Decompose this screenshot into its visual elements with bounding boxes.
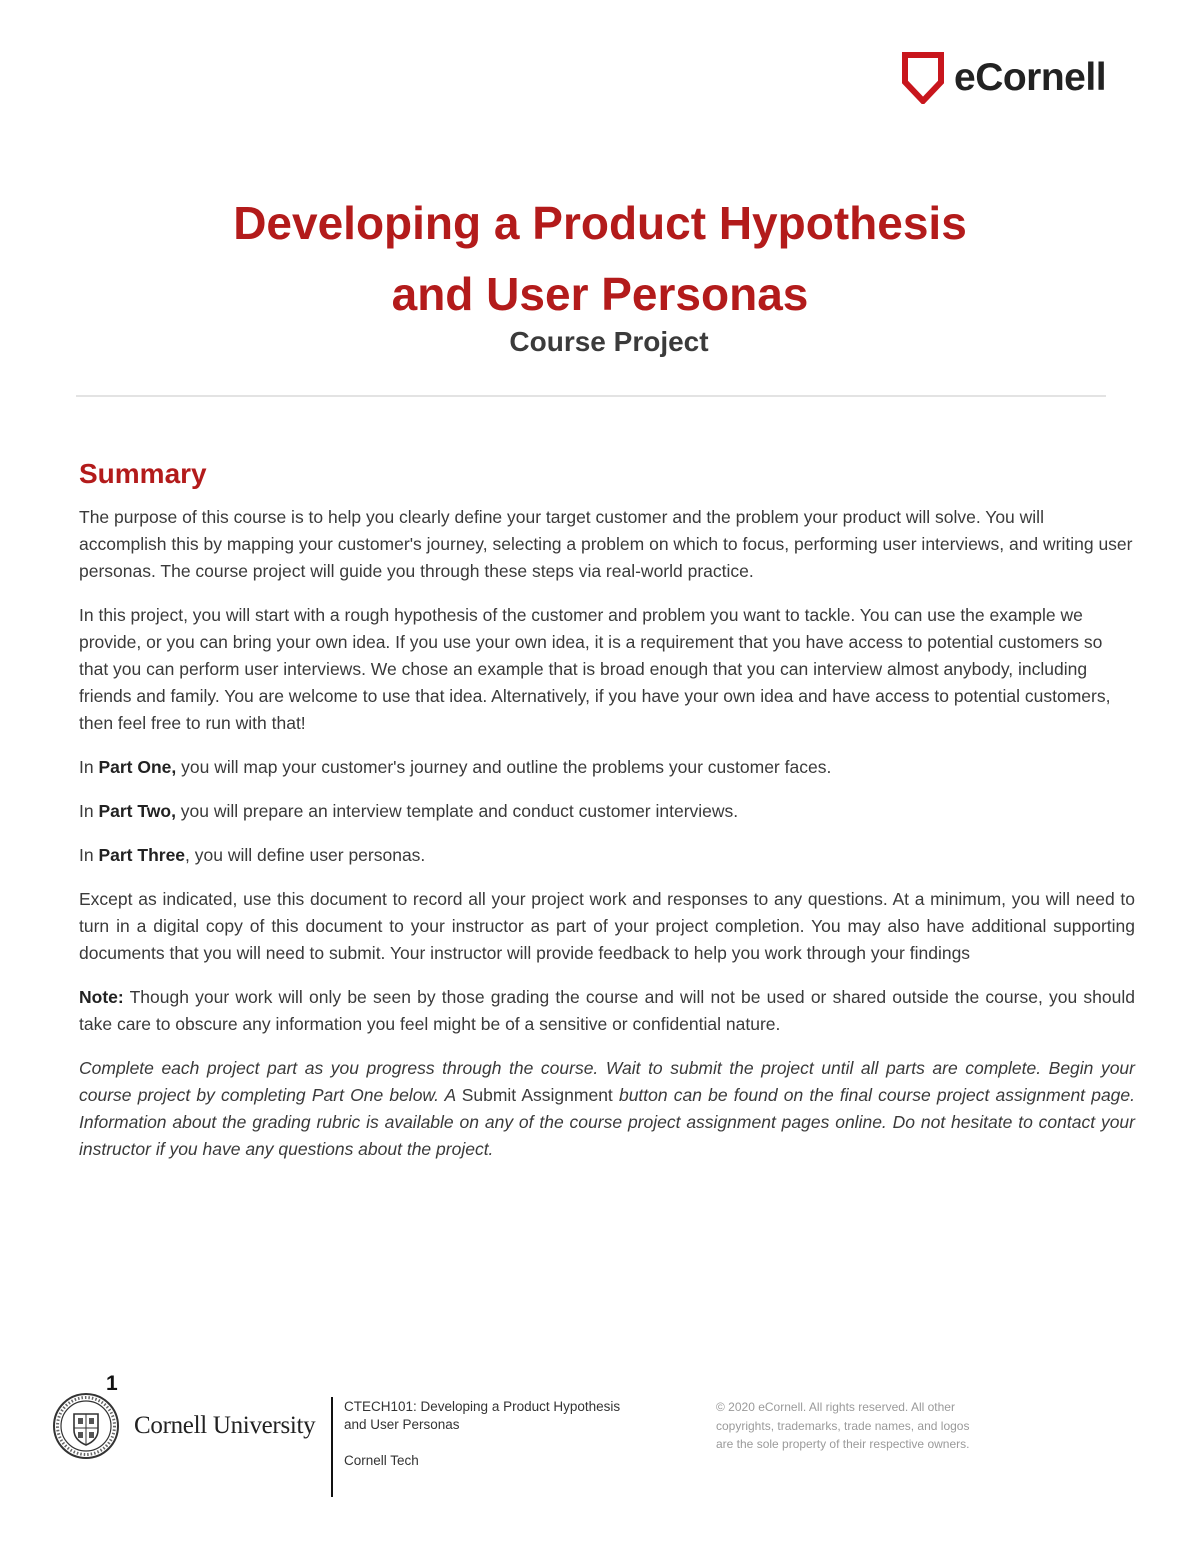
paragraph-note — [79, 984, 1135, 1038]
cornell-university-logo — [52, 1392, 315, 1460]
text: you will map your customer's journey and outline the problems your customer faces. — [176, 757, 832, 777]
title-line-2: and User Personas — [391, 268, 809, 320]
bold-text: Part Three — [98, 845, 186, 865]
copyright-line-1: © 2020 eCornell. All rights reserved. All other — [716, 1400, 955, 1414]
page-subtitle: Course Project — [509, 326, 709, 357]
footer-course-info — [344, 1398, 684, 1470]
university-name: Cornell University — [134, 1412, 316, 1439]
paragraph-part-three — [79, 842, 1135, 869]
text: you will prepare an interview template and conduct customer interviews. — [175, 801, 739, 821]
paragraph-purpose: The purpose of this course is to help you clearly define your target customer and the problem your product will solve. You will accomplish this by mapping your customer's journey, selecting a problem on which to focus, performing user interviews, and writing user personas. The course project will guide you through these steps via real-world practice. — [79, 507, 1133, 581]
page-title — [0, 188, 1200, 330]
paragraph-instructions: Except as indicated, use this document to record all your project work and responses to any questions. At a minimum, you will need to turn in a digital copy of this document to your instructor as part of your project completion. You may also have additional supporting documents that you will need to submit. Your instructor will provide feedback to help you work through your findings — [79, 889, 1135, 963]
footer-copyright — [716, 1398, 1016, 1454]
copyright-line-2: copyrights, trademarks, trade names, and logos — [716, 1418, 970, 1433]
text: , you will define user personas. — [185, 845, 426, 865]
course-org: Cornell Tech — [344, 1453, 419, 1468]
cornell-seal-icon — [52, 1392, 120, 1460]
text: button can be found on the final course project assignment page. Information about the grading rubric is available on any of the course project assignment pages online. Do not hesitate to contact your instructor if you have any questions about the project. — [79, 1085, 1136, 1159]
shield-icon — [902, 52, 944, 104]
text: In — [79, 845, 99, 865]
bold-text: Part Two, — [98, 801, 176, 821]
text: In — [79, 801, 99, 821]
divider — [76, 395, 1106, 397]
footer-divider — [331, 1397, 333, 1497]
section-heading: Summary — [79, 458, 207, 489]
text: Complete each project part as you progress through the course. Wait to submit the project until all parts are complete. Begin your course project by completing Part One below. A — [79, 1058, 1135, 1105]
bold-text: Part One, — [98, 757, 177, 777]
note-text: Though your work will only be seen by those grading the course and will not be used or shared outside the course, you should take care to obscure any information you feel might be of a sensitive or confidential nature. — [79, 987, 1135, 1034]
copyright-line-3: are the sole property of their respective owners. — [716, 1437, 970, 1451]
paragraph-part-two — [79, 798, 1135, 825]
course-line-2: and User Personas — [344, 1417, 460, 1432]
paragraph-part-one — [79, 754, 1135, 781]
text: Submit Assignment — [461, 1085, 613, 1105]
summary-section — [79, 458, 1135, 1180]
title-line-1: Developing a Product Hypothesis — [233, 197, 967, 249]
note-label: Note: — [79, 987, 124, 1007]
logo-text: eCornell — [954, 56, 1107, 99]
page-number: 1 — [106, 1372, 118, 1395]
paragraph-project: In this project, you will start with a rough hypothesis of the customer and problem you want to tackle. You can use the example we provide, or you can bring your own idea. If you use your own idea, it is a requirement that you have access to potential customers so that you can perform user interviews. We chose an example that is broad enough that you can interview almost anybody, including friends and family. You are welcome to use that idea. Alternatively, if you have your own idea and have access to potential customers, then feel free to run with that! — [79, 605, 1111, 733]
ecornell-logo — [902, 52, 1106, 104]
paragraph-submission — [79, 1055, 1135, 1163]
course-line-1: CTECH101: Developing a Product Hypothesis — [344, 1399, 621, 1414]
text: In — [79, 757, 99, 777]
